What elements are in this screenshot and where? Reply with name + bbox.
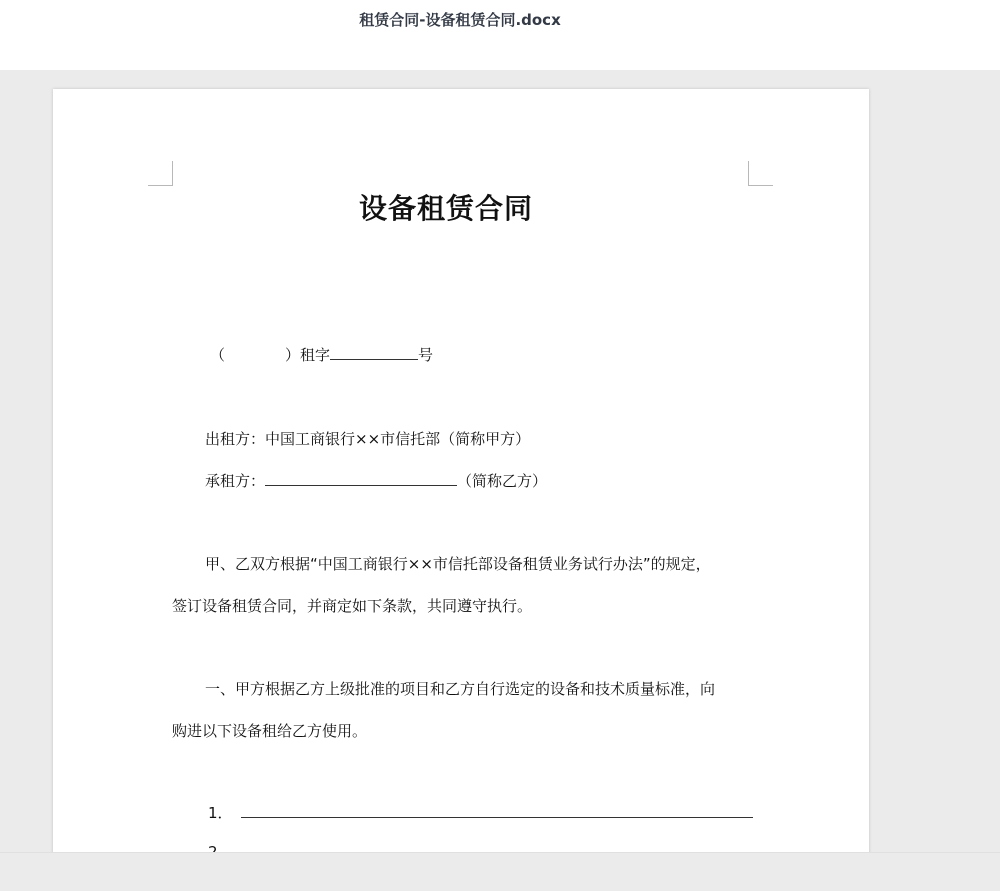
list-item-1-number: 1． [208,804,233,822]
lessor-line: 出租方：中国工商银行××市信托部（简称甲方） [205,430,531,448]
paragraph-1-line-1: 甲、乙双方根据“中国工商银行××市信托部设备租赁业务试行办法”的规定， [205,555,711,573]
contract-number-label: ）租字 [285,346,331,364]
document-page[interactable] [53,89,869,879]
lessee-blank [265,471,457,486]
list-item-1-blank [241,803,753,818]
paragraph-2-line-2: 购进以下设备租给乙方使用。 [172,722,368,740]
status-bar [0,852,1000,891]
lessee-label: 承租方： [205,472,266,490]
contract-number-line [210,344,433,365]
document-filename: 租赁合同-设备租赁合同.docx [359,11,561,29]
lessee-suffix: （简称乙方） [457,472,548,490]
contract-number-suffix: 号 [418,346,434,364]
margin-corner-mark-left [148,161,173,186]
contract-number-open-paren: （ [210,346,226,364]
title-bar [0,0,1000,70]
contract-number-blank [330,345,418,360]
margin-corner-mark-right [748,161,773,186]
document-heading: 设备租赁合同 [358,192,533,225]
paragraph-2-line-1: 一、甲方根据乙方上级批准的项目和乙方自行选定的设备和技术质量标准，向 [205,680,716,698]
lessee-line [205,470,547,491]
paragraph-1-line-2: 签订设备租赁合同，并商定如下条款，共同遵守执行。 [172,597,533,615]
list-item-1 [208,802,753,823]
